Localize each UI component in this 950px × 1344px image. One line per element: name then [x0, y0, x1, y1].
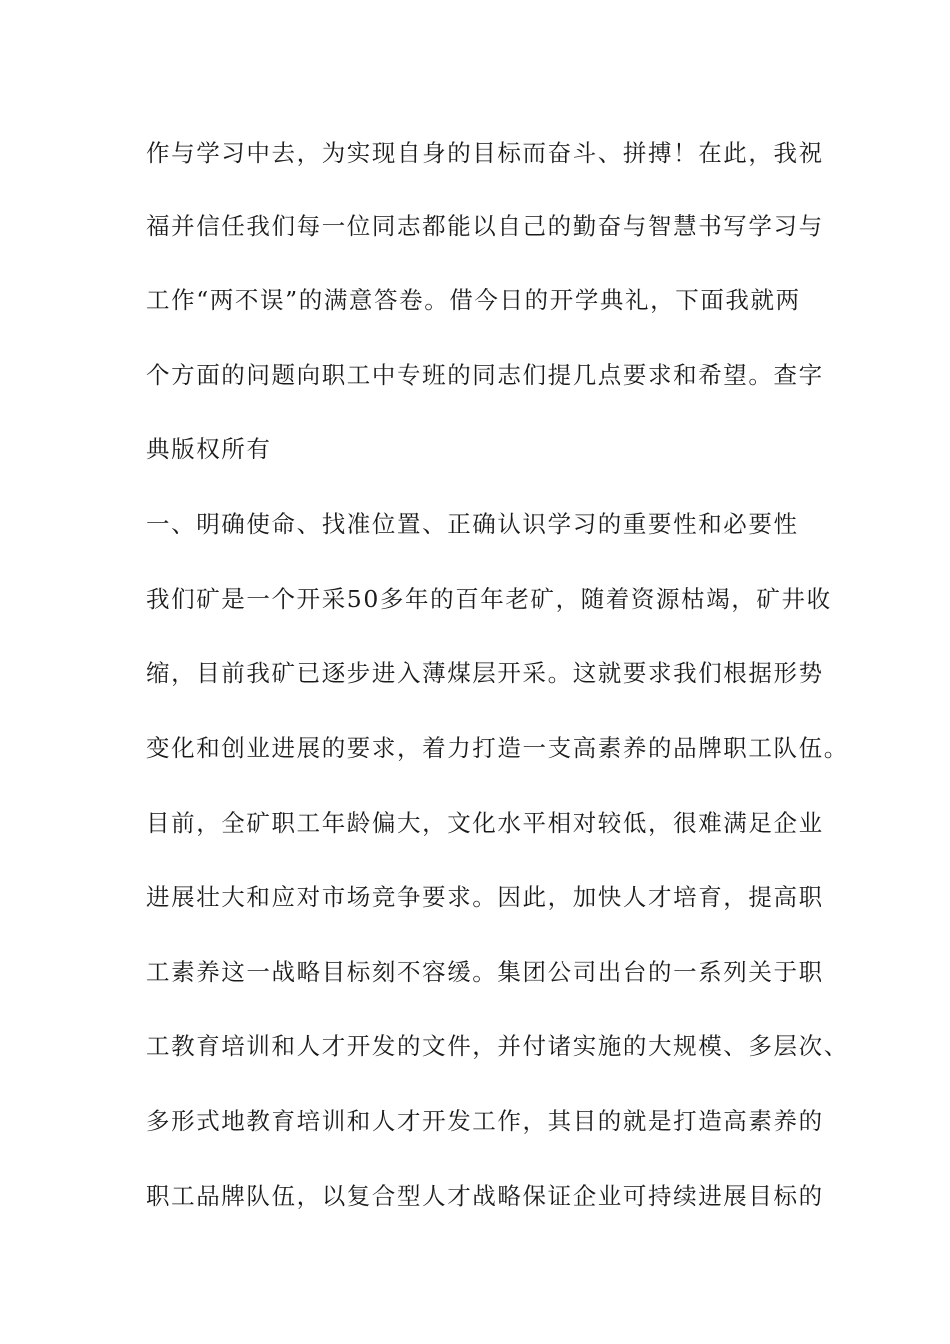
text-line: 目前，全矿职工年龄偏大，文化水平相对较低，很难满足企业	[146, 809, 824, 837]
text-line: 变化和创业进展的要求，着力打造一支高素养的品牌职工队伍。	[146, 734, 849, 762]
text-line: 福并信任我们每一位同志都能以自己的勤奋与智慧书写学习与	[146, 212, 824, 240]
text-line: 个方面的问题向职工中专班的同志们提几点要求和希望。查字	[146, 361, 824, 389]
section-heading: 一、明确使命、找准位置、正确认识学习的重要性和必要性	[146, 510, 799, 538]
text-line: 我们矿是一个开采50多年的百年老矿，随着资源枯竭，矿井收	[146, 585, 832, 613]
text-line: 典版权所有	[146, 435, 272, 463]
text-line: 职工品牌队伍，以复合型人才战略保证企业可持续进展目标的	[146, 1182, 824, 1210]
text-line: 工作“两不误”的满意答卷。借今日的开学典礼，下面我就两	[146, 286, 801, 314]
text-line: 作与学习中去，为实现自身的目标而奋斗、拼搏！在此，我祝	[146, 139, 824, 167]
text-line: 进展壮大和应对市场竞争要求。因此，加快人才培育，提高职	[146, 883, 824, 911]
text-line: 工素养这一战略目标刻不容缓。集团公司出台的一系列关于职	[146, 958, 824, 986]
text-line: 缩，目前我矿已逐步进入薄煤层开采。这就要求我们根据形势	[146, 659, 824, 687]
text-line: 工教育培训和人才开发的文件，并付诸实施的大规模、多层次、	[146, 1032, 849, 1060]
text-line: 多形式地教育培训和人才开发工作，其目的就是打造高素养的	[146, 1107, 824, 1135]
